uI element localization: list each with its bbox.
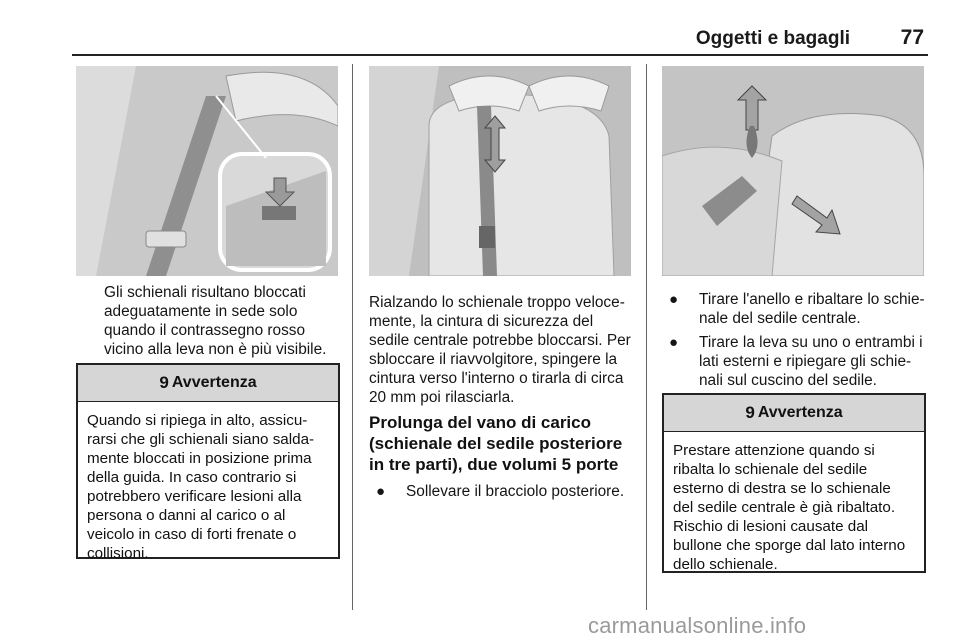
bullet-text: Sollevare il bracciolo posteriore.	[406, 483, 625, 500]
column-divider-right	[646, 64, 647, 610]
warning-icon: 9	[745, 403, 755, 422]
bullet-icon: ●	[669, 291, 679, 308]
bullet-icon: ●	[669, 334, 679, 351]
warning-icon: 9	[159, 373, 169, 392]
warning-header	[78, 365, 338, 402]
warning-text: Prestare attenzione quando si ribalta lo schienale del sedile esterno di destra se lo schienale del sedile centrale è già ribaltato. Rischio di lesioni causate dal bullone che sporge dal lato interno dello schienale.	[673, 442, 906, 573]
page-number: 77	[900, 26, 924, 49]
paragraph-belt-lock: Rialzando lo schienale troppo velocemente, la cintura di sicurezza del sedile centrale potrebbe bloccarsi. Per sbloccare il riavvolgitore, spingere la cintura verso l'interno o tirarla di circa 20 mm poi rilasciarla.	[369, 294, 631, 406]
list-item	[669, 290, 927, 330]
illustration-headrest-lever	[662, 66, 924, 276]
section-heading-load-extension: Prolunga del vano di carico (schienale del sedile posteriore in tre parti), due volumi 5 porte	[369, 413, 623, 474]
page-header	[72, 28, 928, 56]
illustration-seatback-lock	[76, 66, 338, 276]
warning-text: Quando si ripiega in alto, assicurarsi che gli schienali siano saldamente bloccati in posizione prima della guida. In caso contrario si potrebbero verificare lesioni alla persona o danni al carico o al veicolo in caso di forti frenate o collisioni.	[87, 412, 315, 562]
list-item	[376, 482, 634, 502]
warning-header	[664, 395, 924, 432]
warning-title: Avvertenza	[757, 404, 843, 421]
column-divider-left	[352, 64, 353, 610]
bullet-text: Tirare l'anello e ribaltare lo schienale del sedile centrale.	[699, 291, 925, 327]
warning-box-1	[76, 363, 340, 562]
list-item	[669, 333, 927, 393]
watermark: carmanualsonline.info	[588, 613, 807, 638]
illustration-rear-seat	[369, 66, 631, 276]
warning-title: Avvertenza	[171, 374, 257, 391]
caption-lock-indicator: Gli schienali risultano bloccati adeguatamente in sede solo quando il contrassegno rosso vicino alla leva non è più visibile.	[104, 284, 327, 358]
bullet-icon: ●	[376, 483, 386, 500]
bullet-text: Tirare la leva su uno o entrambi i lati esterni e ripiegare gli schienali sul cuscino del sedile.	[699, 334, 923, 389]
warning-box-2	[662, 393, 926, 573]
section-title: Oggetti e bagagli	[695, 28, 850, 49]
